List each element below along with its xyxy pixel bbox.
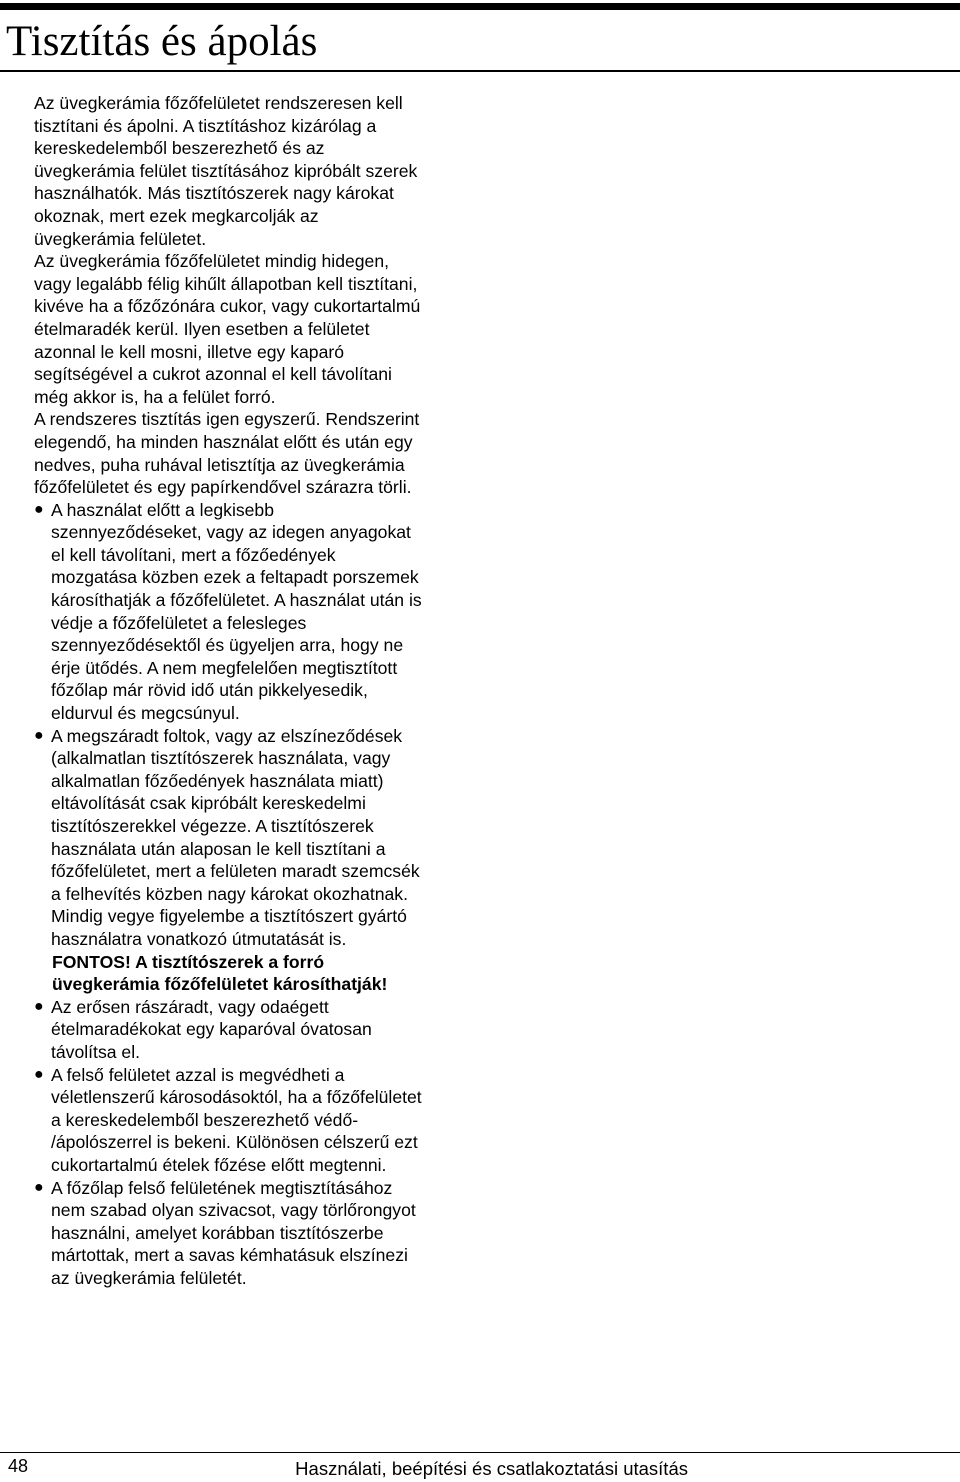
text-line: kereskedelemből beszerezhető és az xyxy=(34,138,325,159)
footer-title: Használati, beépítési és csatlakoztatási utasítás xyxy=(295,1458,688,1479)
text-line: még akkor is, ha a felület forró. xyxy=(34,386,276,407)
text-line: mártottak, mert a savas kémhatásuk elszínezi xyxy=(51,1245,408,1266)
bullet-text xyxy=(51,1178,416,1288)
page-title: Tisztítás és ápolás xyxy=(6,18,318,65)
text-line: A megszáradt foltok, vagy az elszíneződések xyxy=(51,725,403,746)
main-content xyxy=(34,92,474,1289)
text-line: Az üvegkerámia főzőfelületet mindig hidegen, xyxy=(34,251,390,272)
text-line: azonnal le kell mosni, illetve egy kaparó xyxy=(34,341,345,362)
bullet-text xyxy=(51,997,372,1062)
text-line: A felső felületet azzal is megvédheti a xyxy=(51,1064,345,1085)
text-line: (alkalmatlan tisztítószerek használata, vagy xyxy=(51,748,391,769)
text-line: főzőfelületet, mert a felületen maradt szemcsék xyxy=(51,861,420,882)
warning-note xyxy=(34,951,474,996)
bullet-item xyxy=(34,996,474,1064)
text-line: okoznak, mert ezek megkarcolják az xyxy=(34,205,319,226)
text-line: vagy legalább félig kihűlt állapotban kell tisztítani, xyxy=(34,273,418,294)
text-line: főzőlap már rövid idő után pikkelyesedik, xyxy=(51,680,368,701)
text-line: károsíthatják a főzőfelületet. A használat után is xyxy=(51,590,422,611)
text-line: főzőfelületet és egy papírkendővel szárazra törli. xyxy=(34,477,412,498)
text-line: nedves, puha ruhával letisztítja az üvegkerámia xyxy=(34,454,405,475)
text-line: véletlenszerű károsodásoktól, ha a főzőfelületet xyxy=(51,1087,422,1108)
body-paragraph xyxy=(34,92,474,250)
text-line: mozgatása közben ezek a feltapadt porszemek xyxy=(51,567,419,588)
text-line: használhatók. Más tisztítószerek nagy károkat xyxy=(34,183,394,204)
text-line: használata után alaposan le kell tisztítani a xyxy=(51,838,386,859)
text-line: védje a főzőfelületet a felesleges xyxy=(51,612,307,633)
text-line: tisztítószerekkel végezze. A tisztítószerek xyxy=(51,816,374,836)
text-line: ételmaradék kerül. Ilyen esetben a felületet xyxy=(34,318,370,339)
text-line: használni, amelyet korábban tisztítószerbe xyxy=(51,1222,384,1243)
footer-rule xyxy=(0,1452,960,1453)
text-line: az üvegkerámia felületét. xyxy=(51,1267,247,1288)
bullet-item xyxy=(34,1064,474,1177)
page-number: 48 xyxy=(8,1456,29,1476)
bullet-item xyxy=(34,725,474,951)
text-line: üvegkerámia felületet. xyxy=(34,228,207,249)
text-line: a kereskedelemből beszerezhető védő- xyxy=(51,1109,359,1130)
bullet-dot-icon: ● xyxy=(34,726,44,744)
text-line: elegendő, ha minden használat előtt és után egy xyxy=(34,431,413,452)
intro-paragraphs xyxy=(34,92,474,499)
text-line: eldurvul és megcsúnyul. xyxy=(51,703,240,724)
bullet-item xyxy=(34,499,474,725)
text-line: A főzőlap felső felületének megtisztításához xyxy=(51,1177,393,1198)
text-line: nem szabad olyan szivacsot, vagy törlőrongyot xyxy=(51,1200,416,1221)
text-line: Az erősen rászáradt, vagy odaégett xyxy=(51,996,329,1017)
bullet-dot-icon: ● xyxy=(34,1065,44,1083)
text-line: Mindig vegye figyelembe a tisztítószert gyártó xyxy=(51,906,407,927)
text-line: alkalmatlan főzőedények használata miatt) xyxy=(51,770,384,791)
text-line: Az üvegkerámia főzőfelületet rendszeresen kell xyxy=(34,93,403,113)
text-line: szennyeződésektől és ügyeljen arra, hogy ne xyxy=(51,635,404,656)
text-line: A rendszeres tisztítás igen egyszerű. Rendszerint xyxy=(34,409,420,430)
bullet-text xyxy=(51,500,422,723)
text-line: A használat előtt a legkisebb xyxy=(51,499,275,520)
bullet-dot-icon: ● xyxy=(34,997,44,1015)
bullet-text xyxy=(51,726,420,949)
text-line: segítségével a cukrot azonnal el kell távolítani xyxy=(34,364,392,385)
title-rule xyxy=(0,70,960,72)
body-paragraph xyxy=(34,408,474,498)
text-line: el kell távolítani, mert a főzőedények xyxy=(51,544,336,565)
text-line: eltávolítását csak kipróbált kereskedelmi xyxy=(51,793,366,814)
text-line: távolítsa el. xyxy=(51,1041,140,1062)
text-line: üvegkerámia felület tisztításához kipróbált szerek xyxy=(34,160,418,181)
cleaning-bullets-list xyxy=(34,499,474,951)
text-line: használatra vonatkozó útmutatását is. xyxy=(51,928,347,949)
body-paragraph xyxy=(34,250,474,408)
text-line: szennyeződéseket, vagy az idegen anyagokat xyxy=(51,522,411,543)
text-line: üvegkerámia főzőfelületet károsíthatják! xyxy=(52,974,388,995)
bullet-dot-icon: ● xyxy=(34,1178,44,1196)
text-line: cukortartalmú ételek főzése előtt megtenni. xyxy=(51,1154,387,1175)
text-line: /ápolószerrel is bekeni. Különösen célszerű ezt xyxy=(51,1132,418,1153)
text-line: érje ütődés. A nem megfelelően megtisztított xyxy=(51,657,398,678)
text-line: ételmaradékokat egy kaparóval óvatosan xyxy=(51,1019,372,1040)
top-rule xyxy=(0,3,960,10)
text-line: kivéve ha a főzőzónára cukor, vagy cukortartalmú xyxy=(34,296,421,317)
text-line: FONTOS! A tisztítószerek a forró xyxy=(52,951,325,972)
text-line: tisztítani és ápolni. A tisztításhoz kizárólag a xyxy=(34,115,377,136)
care-bullets-list xyxy=(34,996,474,1290)
bullet-dot-icon: ● xyxy=(34,500,44,518)
bullet-item xyxy=(34,1177,474,1290)
bullet-text xyxy=(51,1065,422,1175)
text-line: a felhevítés közben nagy károkat okozhatnak. xyxy=(51,883,408,904)
